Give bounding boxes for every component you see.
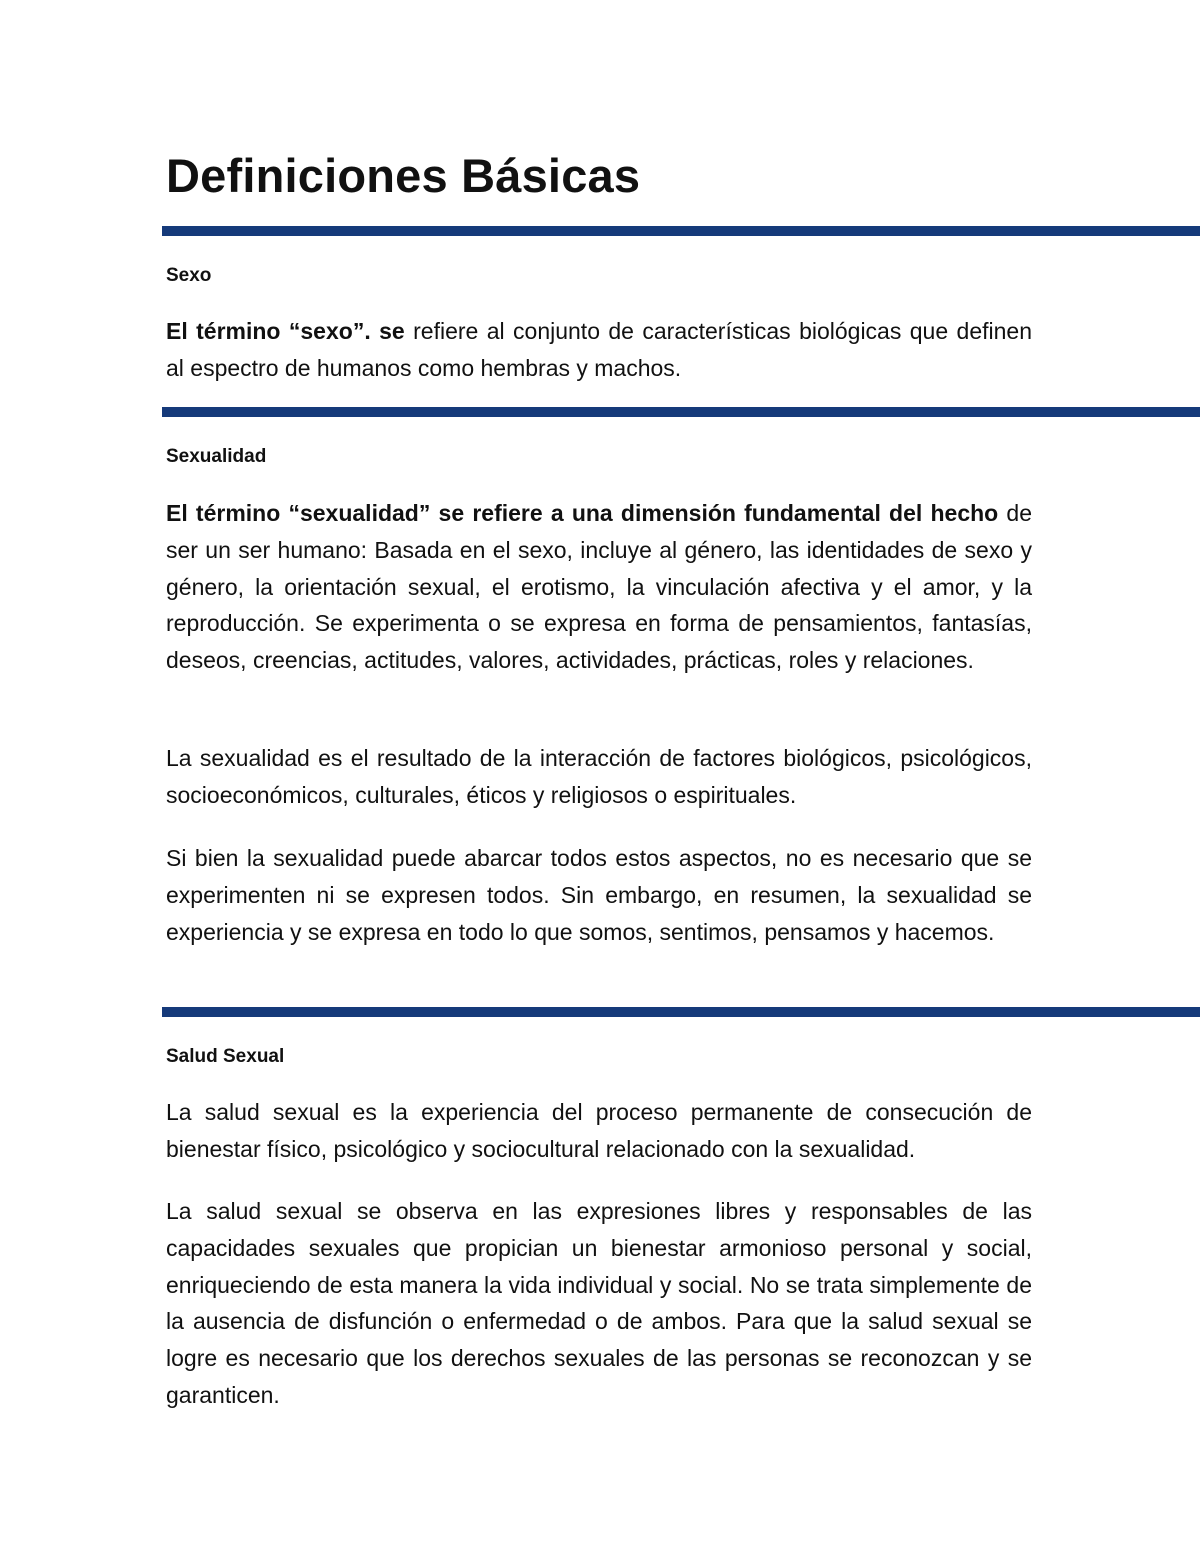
section-heading-salud-sexual: Salud Sexual xyxy=(166,1046,285,1067)
page-title: Definiciones Básicas xyxy=(166,149,641,202)
paragraph-lead: El término “sexo”. se xyxy=(166,318,405,344)
paragraph-sexualidad-factors xyxy=(166,740,1032,814)
paragraph-text: La salud sexual es la experiencia del proceso permanente de consecución de bienestar físico, psicológico y sociocultural relacionado con la sexualidad. xyxy=(166,1099,1032,1162)
section-heading-sexo: Sexo xyxy=(166,265,212,286)
paragraph-sexualidad-definition xyxy=(166,495,1032,679)
section-divider-sexualidad xyxy=(162,1007,1200,1017)
paragraph-salud-sexual-definition xyxy=(166,1094,1032,1168)
paragraph-text: de ser un ser humano: Basada en el sexo, incluye al género, las identidades de sexo y género, la orientación sexual, el erotismo, la vinculación afectiva y el amor, y la reproducción. Se experimenta o se expresa en forma de pensamientos, fantasías, deseos, creencias, actitudes, valores, actividades, prácticas, roles y relaciones. xyxy=(166,500,1032,674)
section-divider-sexo xyxy=(162,407,1200,417)
paragraph-sexualidad-summary xyxy=(166,840,1032,950)
paragraph-text: La salud sexual se observa en las expresiones libres y responsables de las capacidades sexuales que propician un bienestar armonioso personal y social, enriqueciendo de esta manera la vida individual y social. No se trata simplemente de la ausencia de disfunción o enfermedad o de ambos. Para que la salud sexual se logre es necesario que los derechos sexuales de las personas se reconozcan y se garanticen. xyxy=(166,1198,1032,1408)
paragraph-text: Si bien la sexualidad puede abarcar todos estos aspectos, no es necesario que se experimenten ni se expresen todos. Sin embargo, en resumen, la sexualidad se experiencia y se expresa en todo lo que somos, sentimos, pensamos y hacemos. xyxy=(166,845,1032,945)
section-heading-sexualidad: Sexualidad xyxy=(166,446,267,467)
paragraph-lead: El término “sexualidad” se refiere a una dimensión fundamental del hecho xyxy=(166,500,999,526)
paragraph-text: refiere al conjunto de características biológicas que definen al espectro de humanos como hembras y machos. xyxy=(166,318,1033,381)
paragraph-text: La sexualidad es el resultado de la interacción de factores biológicos, psicológicos, socioeconómicos, culturales, éticos y religiosos o espirituales. xyxy=(166,745,1032,808)
paragraph-salud-sexual-expression xyxy=(166,1193,1032,1414)
section-divider-top xyxy=(162,226,1200,236)
paragraph-sexo-definition xyxy=(166,313,1032,387)
